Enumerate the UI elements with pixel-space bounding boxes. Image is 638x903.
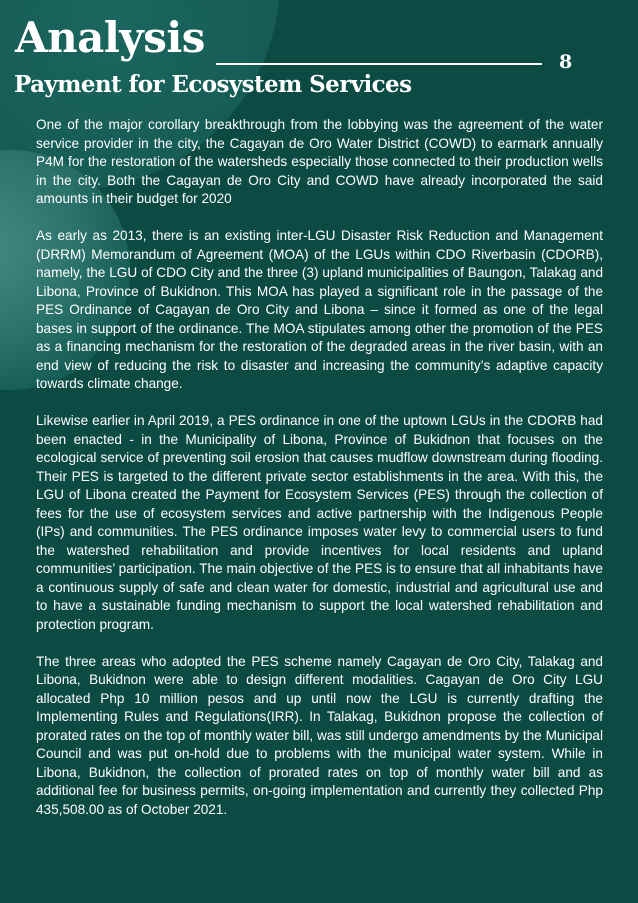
- paragraph-drrm-moa: As early as 2013, there is an existing inter-LGU Disaster Risk Reduction and Management (DRRM) Memorandum of Agreement (MOA) of the LGUs within CDO Riverbasin (CDORB), namely, the LGU of CDO City and the three (3) upland municipalities of Baungon, Talakag and Libona, Province of Bukidnon. This MOA has played a significant role in the passage of the PES Ordinance of Cagayan de Oro City and Libona – since it formed as one of the legal bases in support of the ordinance. The MOA stipulates among other the promotion of the PES as a financing mechanism for the restoration of the degraded areas in the river basin, with an end view of reducing the risk to disaster and increasing the community’s adaptive capacity towards climate change.: [36, 228, 603, 391]
- body-text: [36, 116, 603, 838]
- page-subtitle: Payment for Ecosystem Services: [14, 71, 412, 98]
- paragraph-libona-ordinance: Likewise earlier in April 2019, a PES ordinance in one of the uptown LGUs in the CDORB had been enacted - in the Municipality of Libona, Province of Bukidnon that focuses on the ecological service of preventing soil erosion that causes mudflow downstream during flooding. Their PES is targeted to the different private sector establishments in the area. With this, the LGU of Libona created the Payment for Ecosystem Services (PES) through the collection of fees for the use of ecosystem services and active partnership with the Indigenous People (IPs) and communities. The PES ordinance imposes water levy to commercial users to fund the watershed rehabilitation and provide incentives for local residents and upland communities’ participation. The main objective of the PES is to ensure that all inhabitants have a continuous supply of safe and clean water for domestic, industrial and agricultural use and to have a sustainable funding mechanism to support the local watershed rehabilitation and protection program.: [36, 413, 603, 632]
- paragraph-cowd-agreement: One of the major corollary breakthrough from the lobbying was the agreement of the water service provider in the city, the Cagayan de Oro Water District (COWD) to earmark annually P4M for the restoration of the watersheds especially those connected to their production wells in the city. Both the Cagayan de Oro City and COWD have already incorporated the said amounts in their budget for 2020: [36, 117, 603, 206]
- page-number: 8: [559, 51, 573, 73]
- paragraph-pes-modalities: The three areas who adopted the PES scheme namely Cagayan de Oro City, Talakag and Libona, Bukidnon were able to design different modalities. Cagayan de Oro City LGU allocated Php 10 million pesos and up until now the LGU is currently drafting the Implementing Rules and Regulations(IRR). In Talakag, Bukidnon propose the collection of prorated rates on the top of monthly water bill, was still undergo amendments by the Municipal Council and was put on-hold due to problems with the municipal water system. While in Libona, Bukidnon, the collection of prorated rates on top of monthly water bill and as additional fee for business permits, on-going implementation and currently they collected Php 435,508.00 as of October 2021.: [36, 653, 603, 817]
- title-divider-line: [216, 63, 542, 65]
- page-title: Analysis: [15, 13, 205, 62]
